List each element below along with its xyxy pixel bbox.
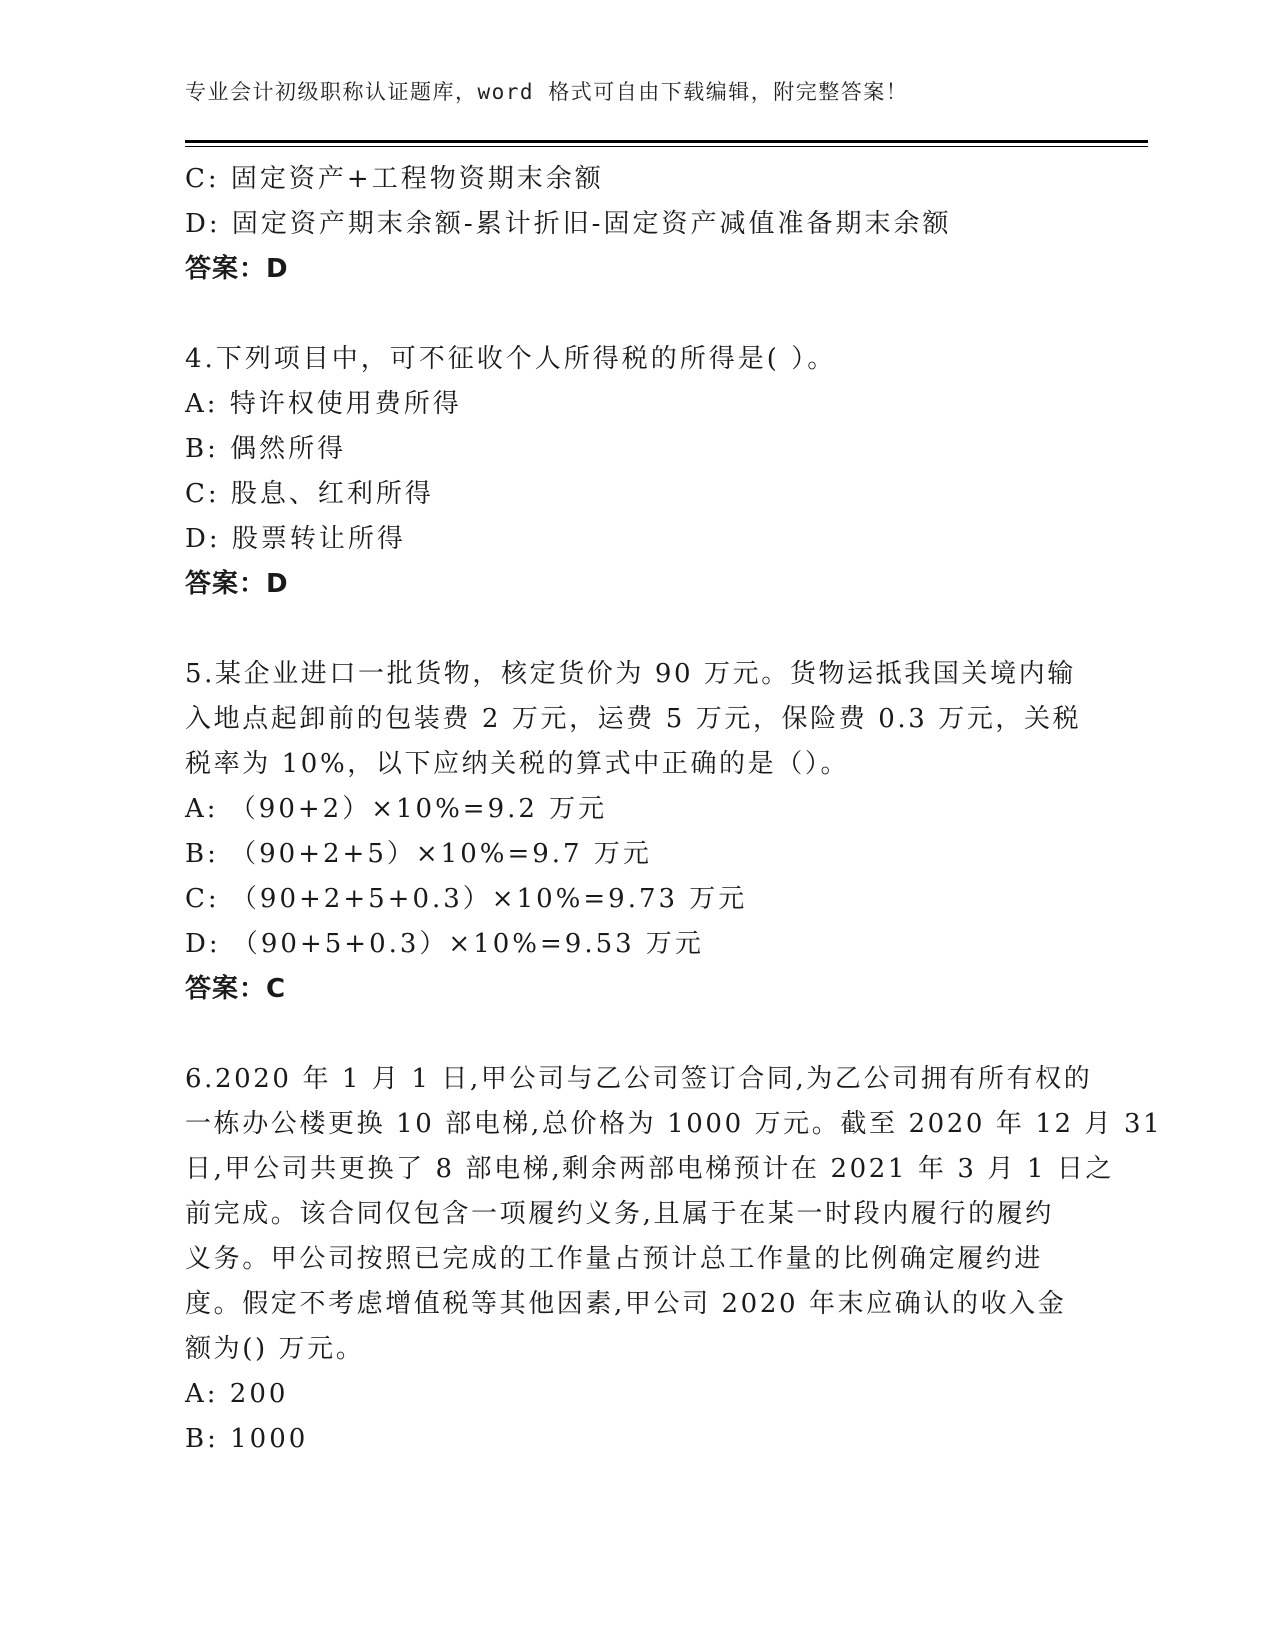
answer: 答案：D bbox=[185, 254, 289, 284]
question-stem-line: 义务。甲公司按照已完成的工作量占预计总工作量的比例确定履约进 bbox=[185, 1244, 1044, 1274]
question-stem-line: 日,甲公司共更换了 8 部电梯,剩余两部电梯预计在 2021 年 3 月 1 日之 bbox=[185, 1154, 1115, 1184]
question-5 bbox=[185, 652, 1085, 1012]
question-stem: 4.下列项目中，可不征收个人所得税的所得是( ）。 bbox=[185, 344, 837, 374]
answer: 答案：C bbox=[185, 974, 287, 1004]
question-stem-line: 度。假定不考虑增值税等其他因素,甲公司 2020 年末应确认的收入金 bbox=[185, 1289, 1067, 1319]
option-b: B: 偶然所得 bbox=[185, 434, 347, 464]
spacer bbox=[185, 292, 1085, 337]
option-c: C: （90+2+5+0.3）×10%=9.73 万元 bbox=[185, 884, 748, 914]
question-stem-line: 入地点起卸前的包装费 2 万元，运费 5 万元，保险费 0.3 万元，关税 bbox=[185, 704, 1082, 734]
option-d: D: 股票转让所得 bbox=[185, 524, 406, 554]
document-body bbox=[185, 157, 1163, 1462]
option-c: C: 固定资产+工程物资期末余额 bbox=[185, 164, 604, 194]
question-stem-line: 前完成。该合同仅包含一项履约义务,且属于在某一时段内履行的履约 bbox=[185, 1199, 1054, 1229]
option-b: B: 1000 bbox=[185, 1424, 309, 1454]
question-3 bbox=[185, 157, 1085, 292]
document-header: 专业会计初级职称认证题库，word 格式可自由下载编辑，附完整答案！ bbox=[185, 80, 909, 104]
question-stem-line: 6.2020 年 1 月 1 日,甲公司与乙公司签订合同,为乙公司拥有所有权的 bbox=[185, 1064, 1093, 1094]
question-6 bbox=[185, 1057, 1163, 1462]
header-rule-thick bbox=[185, 140, 1148, 143]
spacer bbox=[185, 607, 1085, 652]
answer: 答案：D bbox=[185, 569, 289, 599]
option-c: C: 股息、红利所得 bbox=[185, 479, 434, 509]
option-d: D: （90+5+0.3）×10%=9.53 万元 bbox=[185, 929, 704, 959]
question-4 bbox=[185, 337, 1085, 607]
option-b: B: （90+2+5）×10%=9.7 万元 bbox=[185, 839, 652, 869]
option-a: A: 特许权使用费所得 bbox=[185, 389, 462, 419]
question-stem-line: 一栋办公楼更换 10 部电梯,总价格为 1000 万元。截至 2020 年 12 月 31 bbox=[185, 1109, 1163, 1139]
question-stem-line: 额为() 万元。 bbox=[185, 1334, 365, 1364]
spacer bbox=[185, 1012, 1085, 1057]
option-d: D: 固定资产期末余额-累计折旧-固定资产减值准备期末余额 bbox=[185, 209, 952, 239]
header-rule-thin bbox=[185, 146, 1148, 147]
option-a: A: （90+2）×10%=9.2 万元 bbox=[185, 794, 608, 824]
question-stem-line: 5.某企业进口一批货物，核定货价为 90 万元。货物运抵我国关境内输 bbox=[185, 659, 1076, 689]
option-a: A: 200 bbox=[185, 1379, 289, 1409]
question-stem-line: 税率为 10%，以下应纳关税的算式中正确的是（）。 bbox=[185, 749, 850, 779]
